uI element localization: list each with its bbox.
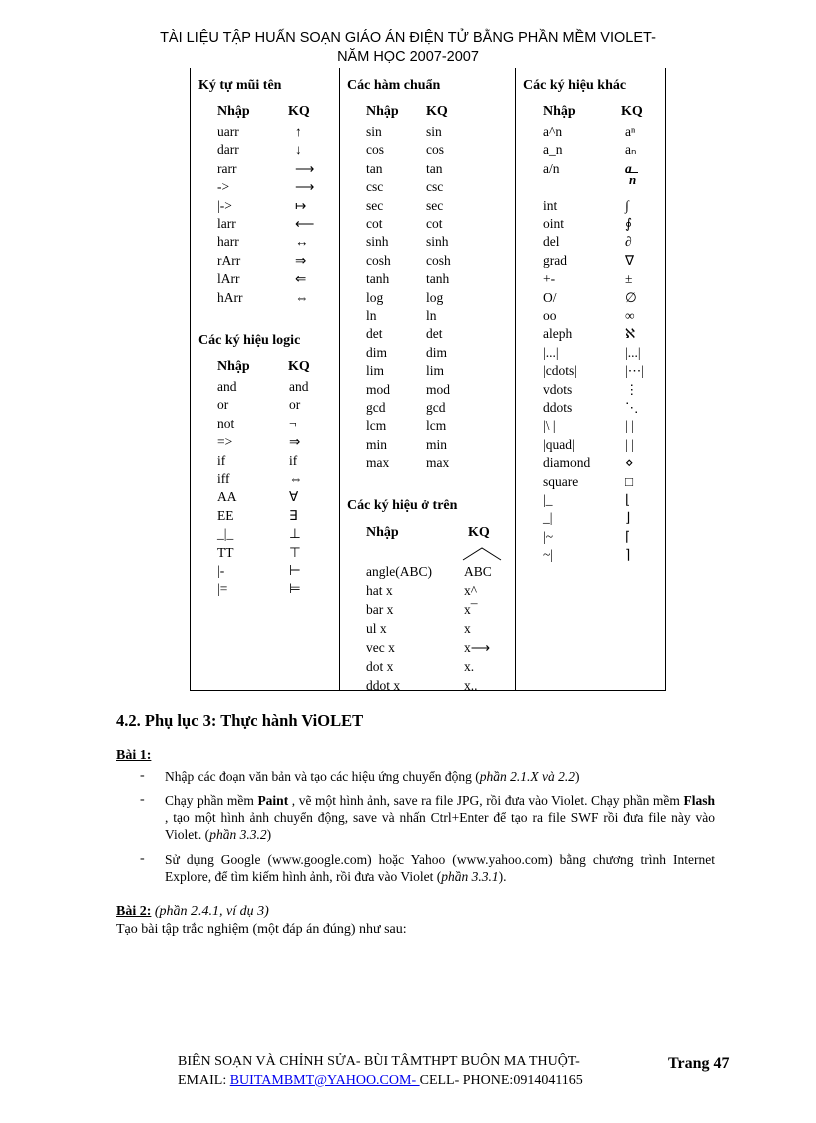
functions-input: lcm: [366, 418, 387, 434]
accents-col-out: KQ: [468, 525, 490, 540]
functions-output: gcd: [426, 400, 446, 415]
others-input: |...|: [543, 344, 559, 360]
functions-output: det: [426, 326, 443, 342]
logic-output: and: [289, 379, 309, 394]
others-output: |⋯|: [625, 363, 644, 379]
others-input: square: [543, 473, 579, 489]
arrows-input: |->: [217, 197, 232, 213]
footer-line-2: [178, 1073, 583, 1089]
functions-input: max: [366, 455, 390, 471]
others-input: oint: [543, 216, 565, 231]
functions-output: mod: [426, 381, 451, 397]
logic-output: ⊤: [289, 544, 301, 560]
functions-output: cosh: [426, 252, 451, 268]
logic-input: or: [217, 397, 229, 413]
functions-input: sinh: [366, 234, 389, 250]
bai1-item-2: [165, 792, 715, 843]
functions-input: lim: [366, 363, 385, 379]
logic-output: ⊢: [289, 563, 301, 578]
others-output: ∅: [625, 289, 637, 305]
bai1-item-3: [165, 851, 715, 885]
arrows-col-in: Nhập: [217, 104, 250, 119]
accents-input: bar x: [366, 602, 394, 617]
angle-arc-icon: [462, 545, 502, 561]
item2-paint: Paint: [257, 793, 289, 808]
logic-output: if: [289, 452, 298, 468]
others-input: O/: [543, 289, 557, 305]
arrows-output: ⟵: [295, 216, 315, 231]
bai2-note: (phần 2.4.1, ví dụ 3): [154, 904, 269, 919]
others-input: int: [543, 197, 558, 213]
others-output: ⌋: [625, 510, 631, 526]
functions-output: csc: [426, 179, 444, 195]
accents-output: x: [464, 621, 471, 636]
others-input: oo: [543, 308, 557, 323]
arrows-output: ↦: [295, 197, 307, 213]
functions-output: lim: [426, 363, 445, 379]
accents-col-in: Nhập: [366, 525, 399, 540]
logic-input: EE: [217, 507, 234, 523]
fraction-denominator: n: [629, 172, 637, 187]
functions-input: dim: [366, 344, 388, 360]
arrows-input: rArr: [217, 252, 241, 268]
logic-output: ⇒: [289, 434, 301, 450]
others-output: ⋄: [625, 455, 634, 471]
bullet-2: -: [140, 792, 145, 807]
footer-line-1: BIÊN SOẠN VÀ CHỈNH SỬA- BÙI TÂMTHPT BUÔN MA THUỘT-: [178, 1054, 580, 1069]
item2-flash: Flash: [683, 793, 715, 808]
logic-input: and: [217, 379, 237, 394]
functions-input: sin: [366, 124, 382, 139]
others-input: |~: [543, 528, 554, 544]
item2-ref: phần 3.3.2: [209, 827, 267, 842]
others-input: |\ |: [543, 418, 556, 434]
others-output: a: [625, 160, 632, 176]
accents-output: x..: [464, 678, 478, 693]
bai2-line: [116, 903, 269, 921]
functions-output: ln: [426, 308, 437, 323]
bai1-item-1: [165, 768, 715, 785]
accents-output: x.: [464, 659, 475, 674]
functions-input: cot: [366, 216, 383, 231]
others-input: |quad|: [543, 436, 575, 452]
others-input: grad: [543, 252, 567, 268]
footer-email-link[interactable]: BUITAMBMT@YAHOO.COM-: [229, 1073, 420, 1088]
others-input: |_: [543, 492, 553, 507]
logic-input: iff: [217, 471, 230, 486]
item2-close: ): [266, 827, 272, 842]
others-input: _|: [543, 510, 553, 526]
item3-ref: phần 3.3.1: [441, 869, 499, 884]
functions-input: csc: [366, 179, 384, 195]
bullet-1: -: [140, 768, 145, 783]
item3-close: ).: [498, 869, 507, 884]
others-input: ~|: [543, 547, 554, 563]
accents-output: ABC: [464, 564, 492, 579]
functions-output: tan: [426, 160, 443, 176]
arrows-title: Ký tự mũi tên: [198, 78, 282, 93]
logic-input: |=: [217, 581, 228, 597]
others-title: Các ký hiệu khác: [523, 78, 627, 93]
functions-output: lcm: [426, 418, 447, 434]
item1-close: ): [574, 769, 580, 784]
functions-output: min: [426, 436, 448, 452]
logic-input: if: [217, 452, 226, 468]
arrows-output: ⟶: [295, 179, 315, 195]
page-number: Trang 47: [668, 1055, 730, 1072]
arrows-output: ⇐: [295, 271, 307, 287]
accents-output: x¯: [464, 602, 478, 617]
others-output: ⋮: [625, 381, 639, 397]
others-input: aleph: [543, 326, 573, 342]
arrows-output: ⇔: [295, 289, 309, 305]
logic-title: Các ký hiệu logic: [198, 333, 301, 348]
accents-input: ddot x: [366, 678, 401, 693]
accents-input: hat x: [366, 583, 393, 598]
others-input: +-: [543, 271, 556, 287]
others-input: |cdots|: [543, 363, 577, 379]
logic-output: ∃: [289, 507, 298, 523]
accents-title: Các ký hiệu ở trên: [347, 498, 458, 513]
arrows-input: rarr: [217, 160, 237, 176]
item3-text: Sử dụng Google (www.google.com) hoặc Yahoo (www.yahoo.com) bằng chương trình Internet Explore, để tìm kiếm hình ảnh, rồi đưa vào Violet (: [165, 852, 715, 884]
logic-col-in: Nhập: [217, 359, 250, 374]
functions-output: sec: [426, 197, 444, 213]
item1-text: Nhập các đoạn văn bản và tạo các hiệu ứng chuyển động (: [165, 769, 480, 784]
functions-output: max: [426, 455, 450, 471]
accents-output: x^: [464, 583, 478, 598]
logic-output: ⊨: [289, 581, 301, 597]
functions-input: min: [366, 436, 388, 452]
accents-input: dot x: [366, 659, 394, 674]
others-output: □: [625, 473, 634, 489]
functions-col-out: KQ: [426, 104, 448, 119]
accents-input: ul x: [366, 621, 387, 636]
functions-input: mod: [366, 381, 391, 397]
others-input: vdots: [543, 381, 573, 397]
others-output: ±: [625, 271, 633, 287]
logic-input: TT: [217, 544, 234, 560]
arrows-output: ⇒: [295, 252, 307, 268]
others-output: ⌈: [625, 528, 631, 544]
symbol-table: [190, 68, 666, 691]
arrows-input: ->: [217, 179, 230, 195]
logic-output: ¬: [289, 415, 297, 431]
others-output: aₙ: [625, 142, 637, 158]
others-output: ⌊: [625, 492, 631, 507]
others-output: ℵ: [625, 326, 636, 342]
others-col-out: KQ: [621, 104, 643, 119]
functions-output: sin: [426, 124, 442, 139]
accents-input: angle(ABC): [366, 564, 432, 579]
others-output: ∞: [625, 308, 635, 323]
others-output: |...|: [625, 344, 641, 360]
logic-input: not: [217, 415, 235, 431]
others-output: aⁿ: [625, 124, 636, 139]
functions-output: tanh: [426, 271, 450, 287]
logic-input: _|_: [217, 526, 234, 542]
footer-phone: CELL- PHONE:0914041165: [419, 1073, 583, 1088]
bai2-text: Tạo bài tập trắc nghiệm (một đáp án đúng) như sau:: [116, 922, 407, 937]
functions-col-in: Nhập: [366, 104, 399, 119]
others-output: ⌉: [625, 547, 631, 563]
others-output: | |: [625, 418, 634, 434]
functions-input: cos: [366, 142, 384, 158]
others-output: ∫: [625, 197, 629, 213]
arrows-input: lArr: [217, 271, 240, 287]
arrows-input: larr: [217, 216, 236, 231]
others-output: ∮: [625, 216, 633, 231]
others-input: a/n: [543, 160, 560, 176]
bullet-3: -: [140, 851, 145, 866]
others-input: ddots: [543, 400, 573, 415]
item2-text-b: , vẽ một hình ảnh, save ra file JPG, rồi đưa vào Violet. Chạy phần mềm: [288, 793, 684, 808]
others-output: ⋱: [625, 400, 639, 415]
header-line-2: NĂM HỌC 2007-2007: [337, 49, 479, 65]
functions-output: log: [426, 289, 444, 305]
functions-input: ln: [366, 308, 377, 323]
others-input: a_n: [543, 142, 563, 158]
arrows-input: darr: [217, 142, 239, 158]
table-divider-1: [339, 68, 340, 690]
arrows-output: ↔: [295, 234, 309, 250]
logic-input: =>: [217, 434, 233, 450]
functions-output: cos: [426, 142, 444, 158]
functions-input: gcd: [366, 400, 386, 415]
logic-output: ⇔: [289, 471, 303, 486]
functions-input: log: [366, 289, 384, 305]
bai1-label: Bài 1:: [116, 748, 152, 763]
bai2-label: Bài 2:: [116, 904, 152, 919]
item1-ref: phần 2.1.X và 2.2: [479, 769, 575, 784]
others-col-in: Nhập: [543, 104, 576, 119]
logic-col-out: KQ: [288, 359, 310, 374]
arrows-col-out: KQ: [288, 104, 310, 119]
arrows-output: ↑: [295, 124, 302, 139]
table-divider-2: [515, 68, 516, 690]
functions-output: dim: [426, 344, 448, 360]
arrows-input: uarr: [217, 124, 239, 139]
functions-input: det: [366, 326, 383, 342]
accents-output: x⟶: [464, 640, 491, 655]
arrows-input: hArr: [217, 289, 243, 305]
arrows-output: ↓: [295, 142, 302, 158]
functions-input: cosh: [366, 252, 391, 268]
logic-input: AA: [217, 489, 237, 505]
functions-output: sinh: [426, 234, 449, 250]
item2-text-c: , tạo một hình ảnh chuyển động, save và nhấn Ctrl+Enter để tạo ra file SWF rồi đưa file này vào Violet. (: [165, 810, 715, 842]
others-output: ∂: [625, 234, 632, 250]
functions-input: tan: [366, 160, 383, 176]
accents-input: vec x: [366, 640, 395, 655]
others-input: diamond: [543, 455, 591, 471]
others-output: ∇: [625, 252, 635, 268]
functions-title: Các hàm chuẩn: [347, 78, 441, 93]
functions-input: sec: [366, 197, 384, 213]
functions-input: tanh: [366, 271, 390, 287]
footer-email-label: EMAIL:: [178, 1073, 227, 1088]
logic-input: |-: [217, 563, 225, 578]
logic-output: or: [289, 397, 301, 413]
functions-output: cot: [426, 216, 443, 231]
others-output: | |: [625, 436, 634, 452]
arrows-output: ⟶: [295, 160, 315, 176]
arrows-input: harr: [217, 234, 239, 250]
section-heading: 4.2. Phụ lục 3: Thực hành ViOLET: [116, 711, 364, 730]
header-line-1: TÀI LIỆU TẬP HUẤN SOẠN GIÁO ÁN ĐIỆN TỬ BẰNG PHẦN MỀM VIOLET-: [160, 30, 656, 46]
logic-output: ⊥: [289, 526, 301, 542]
others-input: a^n: [543, 124, 563, 139]
item2-text-a: Chạy phần mềm: [165, 793, 258, 808]
others-input: del: [543, 234, 560, 250]
logic-output: ∀: [289, 489, 299, 505]
